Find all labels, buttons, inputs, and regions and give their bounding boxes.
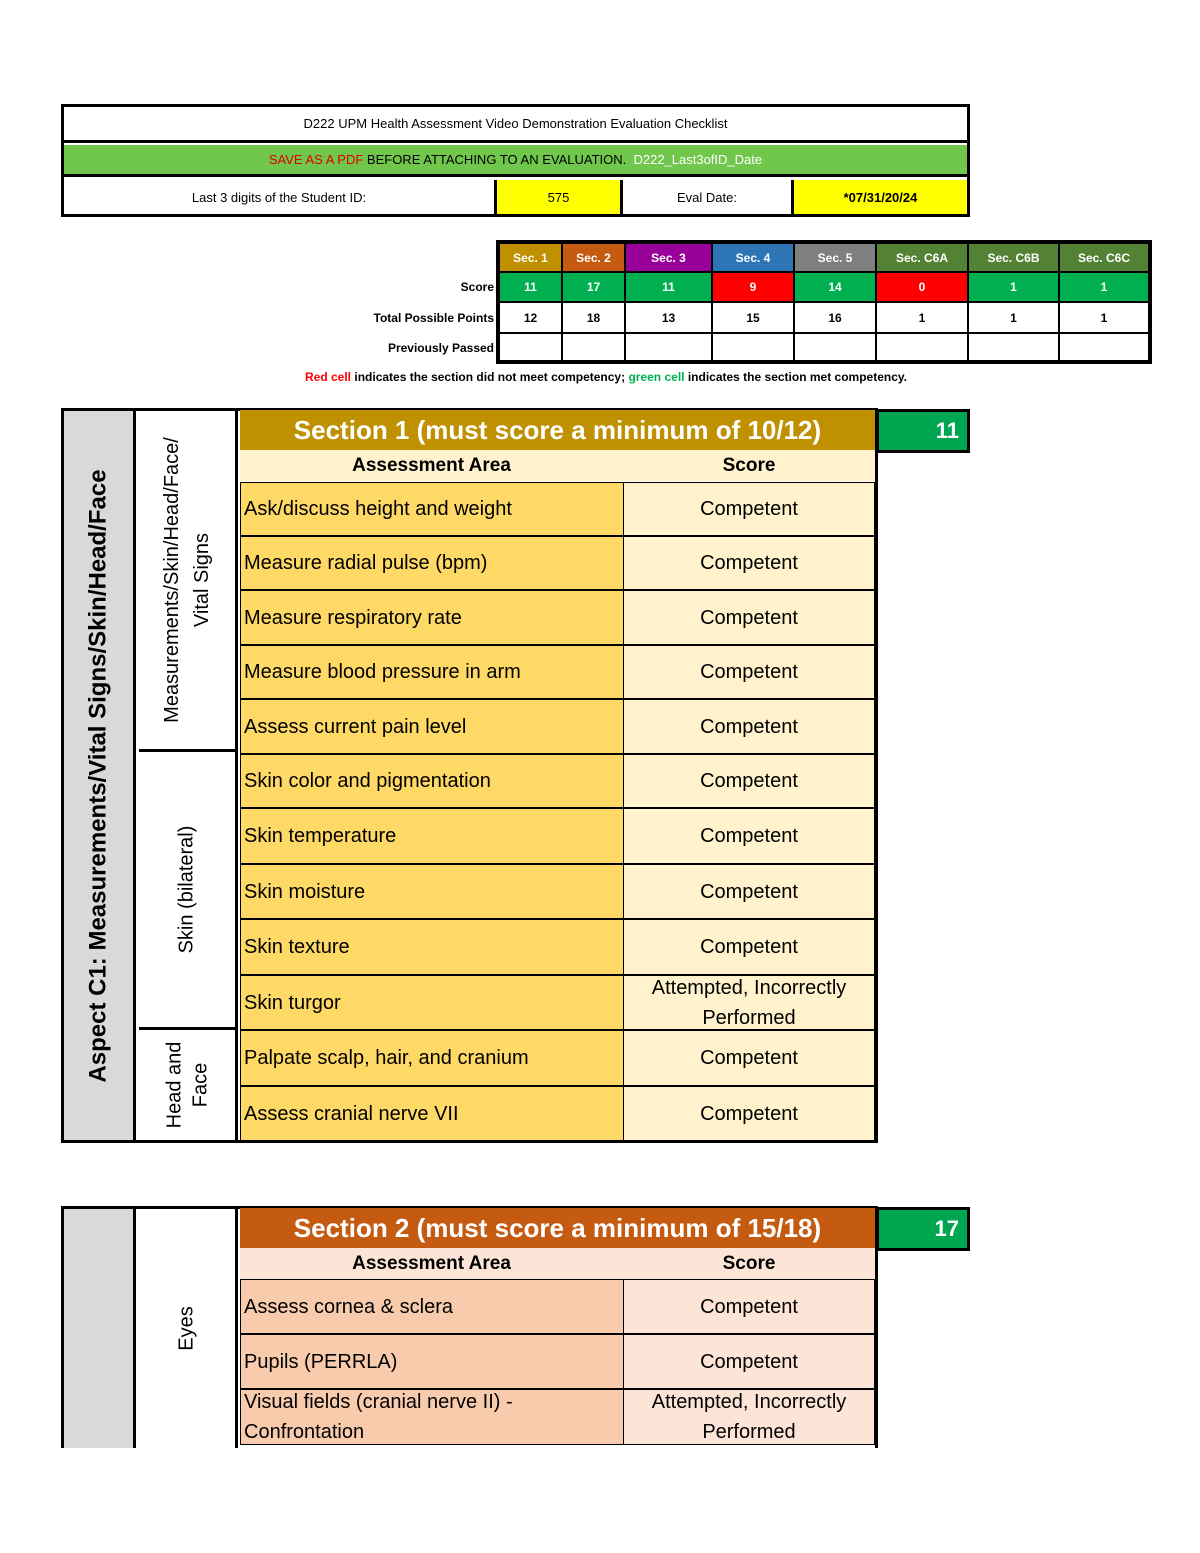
sec-1-header: Sec. 1 [499,243,562,272]
save-instruction-red: SAVE AS A PDF [268,152,364,167]
sec-c6a-total: 1 [876,302,968,333]
sec-4-total: 15 [712,302,794,333]
sec-c6c-passed[interactable] [1059,333,1149,361]
sec-2-total: 18 [562,302,625,333]
sec-3-score: 11 [625,272,712,302]
sec-2-score: 17 [562,272,625,302]
group-measurements: Measurements/Skin/Head/Face/ Vital Signs [139,411,238,752]
section2-score: 17 [876,1207,970,1251]
section1-score: 11 [876,409,970,453]
passed-row-label: Previously Passed [387,341,494,355]
assessment-area: Assess cornea & sclera [240,1279,624,1334]
sec-4-score: 9 [712,272,794,302]
assessment-score[interactable]: Competent [623,645,875,699]
sec-c6c-score: 1 [1059,272,1149,302]
assessment-area: Skin color and pigmentation [240,754,624,808]
student-id-value: 575 [497,180,623,214]
filename-format: D222_Last3ofID_Date [633,152,763,167]
legend-red-cell: Red cell [305,370,352,384]
sec-c6b-total: 1 [968,302,1059,333]
assessment-area: Visual fields (cranial nerve II) - Confrontation [240,1389,624,1445]
sec-5-score: 14 [794,272,876,302]
assessment-area: Measure blood pressure in arm [240,645,624,699]
sec-2-passed[interactable] [562,333,625,361]
sec-1-passed[interactable] [499,333,562,361]
sec-c6a-score: 0 [876,272,968,302]
assessment-score[interactable]: Competent [623,919,875,975]
sec-4-header: Sec. 4 [712,243,794,272]
assessment-score[interactable]: Competent [623,1030,875,1086]
section2-col-area: Assessment Area [240,1248,623,1279]
sec-5-total: 16 [794,302,876,333]
legend-green-cell: green cell [628,370,685,384]
assessment-score[interactable]: Competent [623,1334,875,1389]
assessment-score[interactable]: Competent [623,699,875,754]
score-row-label: Score [460,280,494,294]
assessment-area: Skin texture [240,919,624,975]
assessment-score[interactable]: Attempted, Incorrectly Performed [623,1389,875,1445]
assessment-score[interactable]: Competent [623,808,875,864]
aspect-c1-label: Aspect C1: Measurements/Vital Signs/Skin/Head/Face [64,411,136,1140]
section2-col-score: Score [623,1248,875,1279]
sec-1-total: 12 [499,302,562,333]
sec-c6b-score: 1 [968,272,1059,302]
section2-title: Section 2 (must score a minimum of 15/18) [240,1208,875,1248]
sec-4-passed[interactable] [712,333,794,361]
sec-5-passed[interactable] [794,333,876,361]
group-skin: Skin (bilateral) [139,752,238,1030]
sec-c6a-passed[interactable] [876,333,968,361]
sec-2-header: Sec. 2 [562,243,625,272]
sec-c6b-passed[interactable] [968,333,1059,361]
assessment-area: Skin moisture [240,864,624,919]
legend-text [305,370,1005,384]
section1-col-area: Assessment Area [240,450,623,481]
assessment-score[interactable]: Attempted, Incorrectly Performed [623,975,875,1030]
sec-3-header: Sec. 3 [625,243,712,272]
assessment-area: Skin temperature [240,808,624,864]
assessment-area: Assess cranial nerve VII [240,1086,624,1141]
save-instruction-black: BEFORE ATTACHING TO AN EVALUATION. [366,152,627,167]
assessment-score[interactable]: Competent [623,1279,875,1334]
assessment-area: Skin turgor [240,975,624,1030]
assessment-score[interactable]: Competent [623,590,875,645]
assessment-area: Measure radial pulse (bpm) [240,536,624,590]
assessment-score[interactable]: Competent [623,864,875,919]
section2-aspect-column [64,1209,136,1448]
legend-green-text: indicates the section met competency. [687,370,908,384]
section1-title: Section 1 (must score a minimum of 10/12) [240,410,875,450]
group-head-face: Head and Face [139,1030,238,1140]
legend-red-text: indicates the section did not meet competency; [354,370,626,384]
save-instruction-bar [64,145,967,177]
eval-date-value: *07/31/20/24 [794,180,967,214]
assessment-score[interactable]: Competent [623,1086,875,1141]
assessment-score[interactable]: Competent [623,482,875,536]
sec-c6c-header: Sec. C6C [1059,243,1149,272]
sec-3-total: 13 [625,302,712,333]
sec-1-score: 11 [499,272,562,302]
sec-c6a-header: Sec. C6A [876,243,968,272]
assessment-area: Ask/discuss height and weight [240,482,624,536]
assessment-area: Assess current pain level [240,699,624,754]
group-eyes: Eyes [139,1209,238,1448]
eval-date-label: Eval Date: [623,180,794,214]
section1-col-score: Score [623,450,875,481]
assessment-score[interactable]: Competent [623,754,875,808]
sec-c6c-total: 1 [1059,302,1149,333]
document-title: D222 UPM Health Assessment Video Demonstration Evaluation Checklist [64,107,967,143]
total-row-label: Total Possible Points [373,311,494,325]
assessment-area: Measure respiratory rate [240,590,624,645]
sec-c6b-header: Sec. C6B [968,243,1059,272]
assessment-area: Pupils (PERRLA) [240,1334,624,1389]
sec-5-header: Sec. 5 [794,243,876,272]
assessment-area: Palpate scalp, hair, and cranium [240,1030,624,1086]
assessment-score[interactable]: Competent [623,536,875,590]
student-id-label: Last 3 digits of the Student ID: [64,180,497,214]
sec-3-passed[interactable] [625,333,712,361]
